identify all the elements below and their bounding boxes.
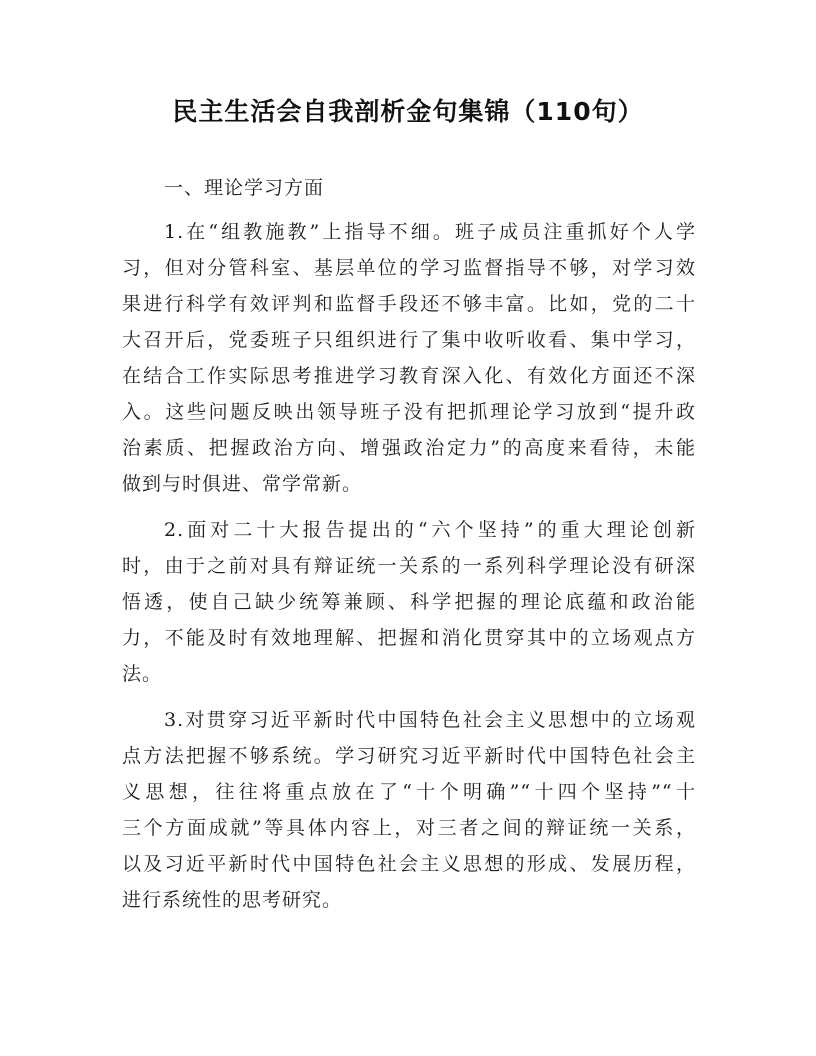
paragraph-line: 义思想，往往将重点放在了“十个明确”“十四个坚持”“十 <box>122 781 696 803</box>
paragraph-line: 以及习近平新时代中国特色社会主义思想的形成、发展历程， <box>122 853 696 875</box>
document-body <box>122 170 696 928</box>
paragraph-line: 治素质、把握政治方向、增强政治定力”的高度来看待，未能 <box>122 437 696 459</box>
paragraph-2 <box>122 512 696 692</box>
paragraph-1 <box>122 214 696 502</box>
paragraph-line: 在结合工作实际思考推进学习教育深入化、有效化方面还不深 <box>122 365 696 387</box>
section-heading: 一、理论学习方面 <box>164 177 325 199</box>
paragraph-line: 习，但对分管科室、基层单位的学习监督指导不够，对学习效 <box>122 257 696 279</box>
paragraph-line: 时，由于之前对具有辩证统一关系的一系列科学理论没有研深 <box>122 555 696 577</box>
paragraph-line: 大召开后，党委班子只组织进行了集中收听收看、集中学习， <box>122 329 696 351</box>
paragraph-line: 点方法把握不够系统。学习研究习近平新时代中国特色社会主 <box>122 745 696 767</box>
paragraph-line: 悟透，使自己缺少统筹兼顾、科学把握的理论底蕴和政治能 <box>122 591 696 613</box>
paragraph-line: 2.面对二十大报告提出的“六个坚持”的重大理论创新 <box>164 519 696 541</box>
paragraph-line: 1.在“组教施教”上指导不细。班子成员注重抓好个人学 <box>164 221 696 243</box>
paragraph-line: 三个方面成就”等具体内容上，对三者之间的辩证统一关系， <box>122 817 696 839</box>
document-title: 民主生活会自我剖析金句集锦（110句） <box>172 97 644 126</box>
paragraph-3 <box>122 702 696 918</box>
paragraph-line: 果进行科学有效评判和监督手段还不够丰富。比如，党的二十 <box>122 293 696 315</box>
paragraph-line: 做到与时俱进、常学常新。 <box>122 473 363 495</box>
paragraph-line: 3.对贯穿习近平新时代中国特色社会主义思想中的立场观 <box>164 709 696 731</box>
paragraph-line: 进行系统性的思考研究。 <box>122 889 343 911</box>
paragraph-line: 力，不能及时有效地理解、把握和消化贯穿其中的立场观点方 <box>122 627 696 649</box>
paragraph-line: 法。 <box>122 663 163 685</box>
paragraph-line: 入。这些问题反映出领导班子没有把抓理论学习放到“提升政 <box>122 401 696 423</box>
